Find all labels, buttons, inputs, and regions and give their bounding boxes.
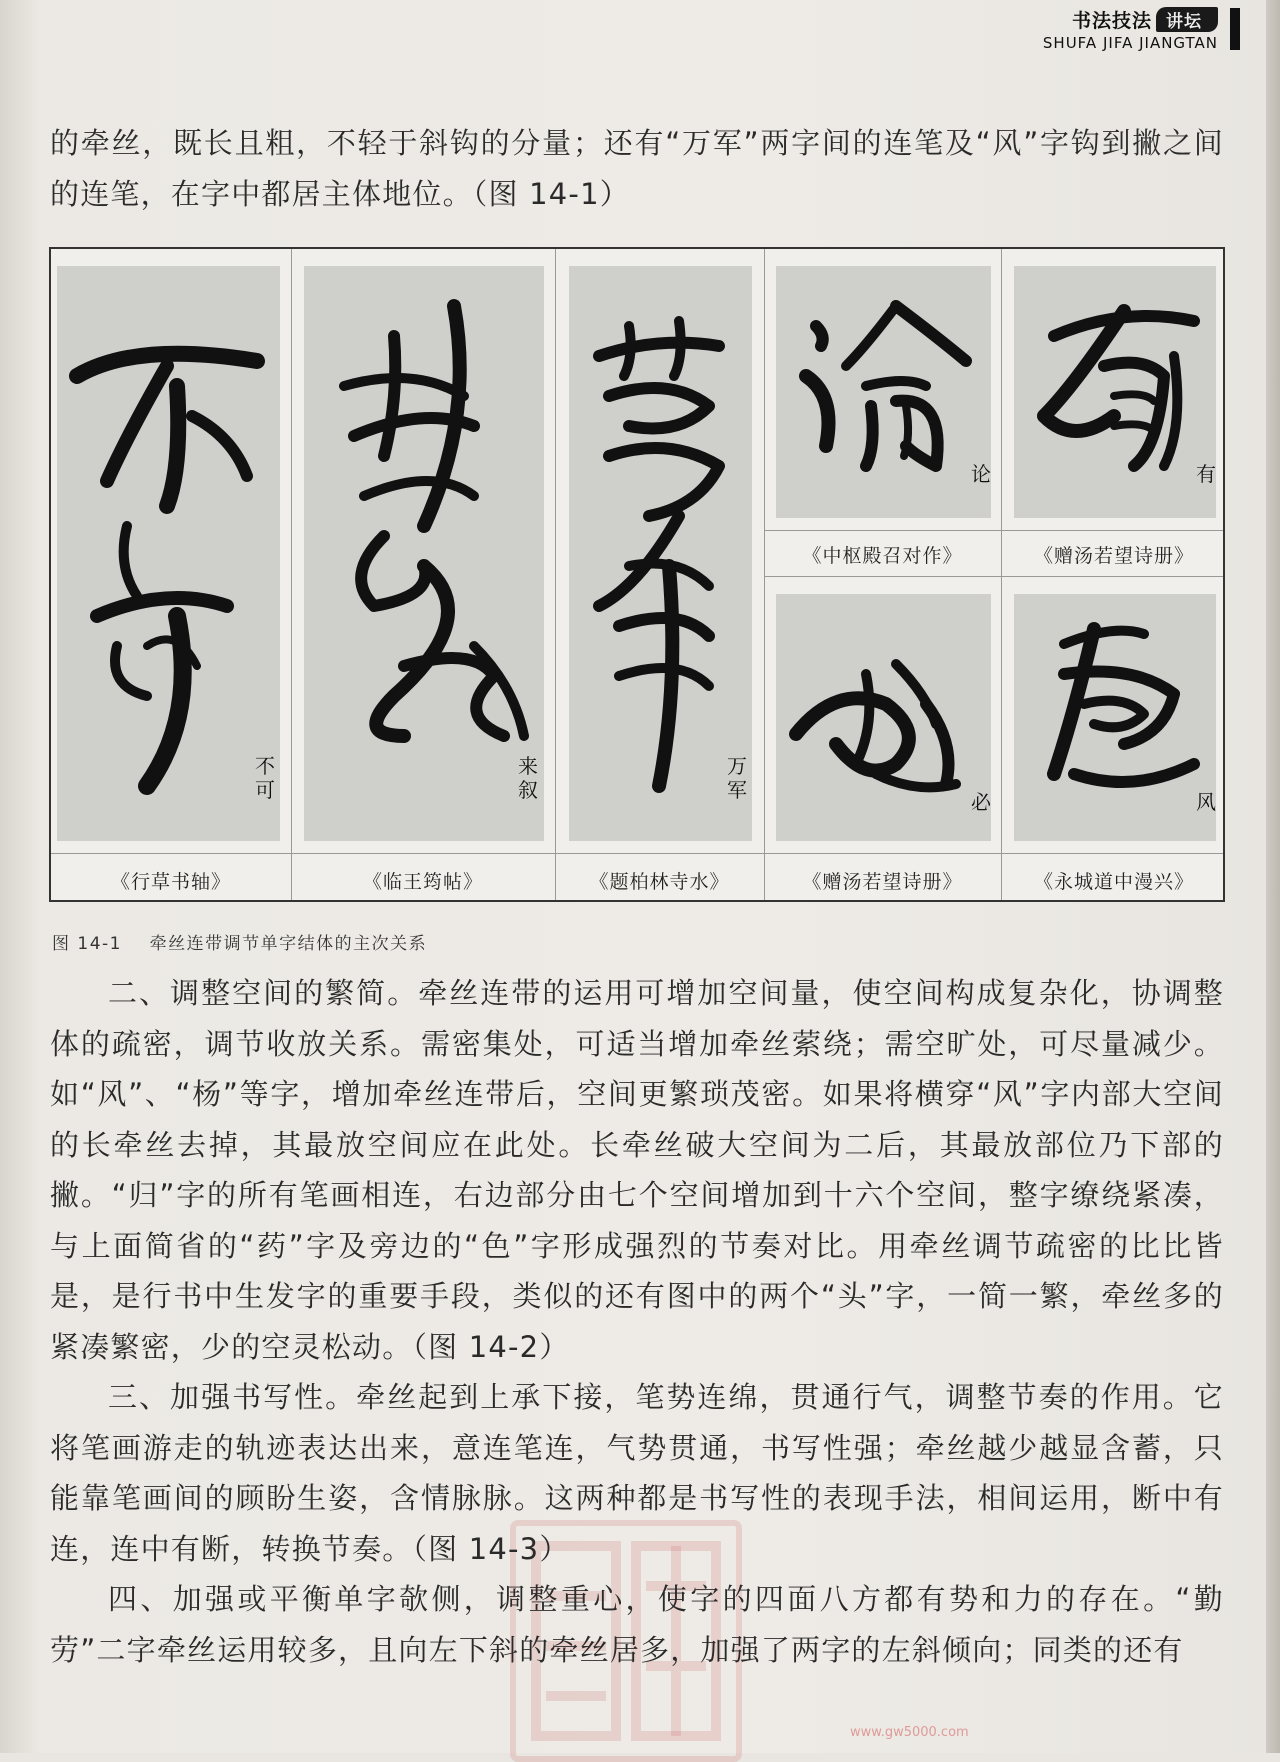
header-subtitle: SHUFA JIFA JIANGTAN bbox=[1042, 34, 1218, 52]
figure-caption-text: 牵丝连带调节单字结体的主次关系 bbox=[149, 934, 428, 954]
header-tag: 讲坛 bbox=[1156, 7, 1218, 32]
panel-7-source: 《永城道中漫兴》 bbox=[1033, 871, 1194, 893]
panel-7-chars: 风 bbox=[1196, 790, 1216, 814]
panel-5-source: 《赠汤若望诗册》 bbox=[1033, 545, 1194, 567]
panel-3-chars: 万 军 bbox=[727, 754, 747, 802]
calligraphy-image-6 bbox=[776, 594, 991, 841]
panel-3-source: 《题柏林寺水》 bbox=[589, 871, 730, 893]
panel-2-chars: 来 叙 bbox=[518, 754, 538, 802]
paragraph-2: 二、调整空间的繁简。牵丝连带的运用可增加空间量，使空间构成复杂化，协调整体的疏密，调节收放关系。需密集处，可适当增加牵丝萦绕；需空旷处，可尽量减少。如“风”、“杨”等字，增加牵丝连带后，空间更繁琐茂密。如果将横穿“风”字内部大空间的长牵丝去掉，其最放空间应在此处。长牵丝破大空间为二后，其最放部位乃下部的撇。“归”字的所有笔画相连，右边部分由七个空间增加到十六个空间，整字缭绕紧凑，与上面简省的“药”字及旁边的“色”字形成强烈的节奏对比。用牵丝调节疏密的比比皆是，是行书中生发字的重要手段，类似的还有图中的两个“头”字，一简一繁，牵丝多的紧凑繁密，少的空灵松动。（图 14-2） bbox=[50, 976, 1224, 1364]
paragraph-top bbox=[50, 118, 1224, 219]
header-title: 书法技法 bbox=[1071, 10, 1152, 32]
calligraphy-image-7 bbox=[1014, 594, 1216, 841]
page-header bbox=[1043, 6, 1218, 52]
header-bar bbox=[1230, 8, 1240, 50]
calligraphy-image-4 bbox=[776, 266, 991, 518]
panel-2-source: 《临王筠帖》 bbox=[362, 871, 483, 893]
panel-6-source: 《赠汤若望诗册》 bbox=[802, 871, 963, 893]
panel-1-chars: 不 可 bbox=[255, 754, 275, 802]
watermark: www.gw5000.com bbox=[850, 1725, 969, 1740]
book-spine bbox=[1266, 0, 1280, 1753]
panel-4-chars: 论 bbox=[971, 462, 991, 486]
figure-caption-number: 图 14-1 bbox=[52, 934, 122, 954]
figure-14-1 bbox=[49, 247, 1225, 902]
calligraphy-image-5 bbox=[1014, 266, 1216, 518]
panel-5-chars: 有 bbox=[1196, 462, 1216, 486]
calligraphy-image-1 bbox=[57, 266, 280, 841]
body-text bbox=[50, 968, 1224, 1675]
panel-4-source: 《中枢殿召对作》 bbox=[802, 545, 963, 567]
panel-1-source: 《行草书轴》 bbox=[110, 871, 231, 893]
panel-6-chars: 必 bbox=[971, 790, 991, 814]
paragraph-3: 三、加强书写性。牵丝起到上承下接，笔势连绵，贯通行气，调整节奏的作用。它将笔画游走的轨迹表达出来，意连笔连，气势贯通，书写性强；牵丝越少越显含蓄，只能靠笔画间的顾盼生姿，含情脉脉。这两种都是书写性的表现手法，相间运用，断中有连，连中有断，转换节奏。（图 14-3） bbox=[50, 1380, 1224, 1566]
paragraph-4: 四、加强或平衡单字欹侧，调整重心，使字的四面八方都有势和力的存在。“勤劳”二字牵丝运用较多，且向左下斜的牵丝居多，加强了两字的左斜倾向；同类的还有 bbox=[50, 1582, 1224, 1667]
figure-caption bbox=[52, 929, 427, 954]
paragraph-text: 的牵丝，既长且粗，不轻于斜钩的分量；还有“万军”两字间的连笔及“风”字钩到撇之间的连笔，在字中都居主体地位。（图 14-1） bbox=[50, 126, 1224, 211]
calligraphy-image-2 bbox=[304, 266, 544, 841]
